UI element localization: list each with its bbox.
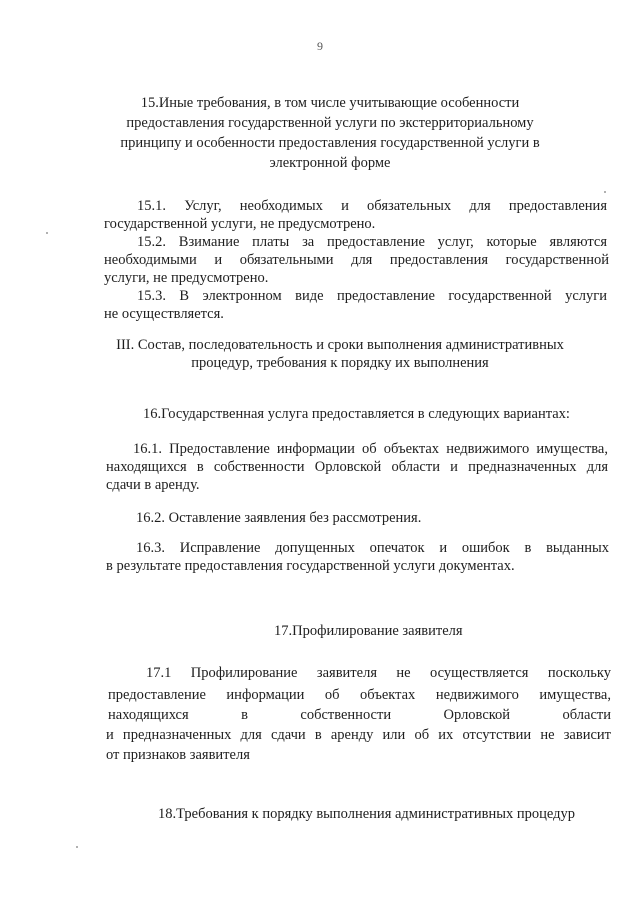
paragraph-16-3-line-2: в результате предоставления государственной услуги документах. (106, 558, 515, 574)
section-15-heading-line-2: предоставления государственной услуги по экстерриториальному (126, 115, 534, 131)
paragraph-15-3-line-2: не осуществляется. (104, 306, 224, 322)
section-16-intro: 16.Государственная услуга предоставляется в следующих вариантах: (143, 406, 570, 422)
paragraph-15-2-line-1: 15.2. Взимание платы за предоставление услуг, которые являются (137, 234, 607, 250)
section-15-heading-line-4: электронной форме (269, 155, 391, 171)
paragraph-17-1-line-4: и предназначенных для сдачи в аренду или об их отсутствии не зависит (106, 727, 611, 743)
section-17-heading: 17.Профилирование заявителя (274, 623, 463, 639)
paragraph-17-1-line-3: находящихся в собственности Орловской области (108, 707, 611, 723)
paragraph-16-1-line-1: 16.1. Предоставление информации об объектах недвижимого имущества, (133, 441, 608, 457)
section-18-heading: 18.Требования к порядку выполнения административных процедур (158, 806, 575, 822)
section-3-heading-line-2: процедур, требования к порядку их выполнения (191, 355, 489, 371)
paragraph-16-2: 16.2. Оставление заявления без рассмотрения. (136, 510, 422, 526)
page-number: 9 (317, 39, 323, 53)
paragraph-16-1-line-2: находящихся в собственности Орловской области и предназначенных для (106, 459, 608, 475)
paragraph-16-3-line-1: 16.3. Исправление допущенных опечаток и ошибок в выданных (136, 540, 609, 556)
scan-speck (604, 191, 606, 193)
paragraph-17-1-line-2: предоставление информации об объектах недвижимого имущества, (108, 687, 611, 703)
paragraph-15-1-line-2: государственной услуги, не предусмотрено. (104, 216, 376, 232)
paragraph-15-1-line-1: 15.1. Услуг, необходимых и обязательных для предоставления (137, 198, 607, 214)
paragraph-16-1-line-3: сдачи в аренду. (106, 477, 200, 493)
section-3-heading-line-1: III. Состав, последовательность и сроки выполнения административных (116, 337, 564, 353)
section-15-heading-line-1: 15.Иные требования, в том числе учитывающие особенности (140, 95, 520, 111)
paragraph-15-2-line-2: необходимыми и обязательными для предоставления государственной (104, 252, 609, 268)
scan-speck (46, 232, 48, 234)
paragraph-15-2-line-3: услуги, не предусмотрено. (104, 270, 269, 286)
section-15-heading-line-3: принципу и особенности предоставления государственной услуги в (120, 135, 540, 151)
scan-speck (76, 846, 78, 848)
paragraph-17-1-line-1: 17.1 Профилирование заявителя не осуществляется поскольку (146, 665, 611, 681)
paragraph-17-1-line-5: от признаков заявителя (106, 747, 250, 763)
paragraph-15-3-line-1: 15.3. В электронном виде предоставление государственной услуги (137, 288, 607, 304)
